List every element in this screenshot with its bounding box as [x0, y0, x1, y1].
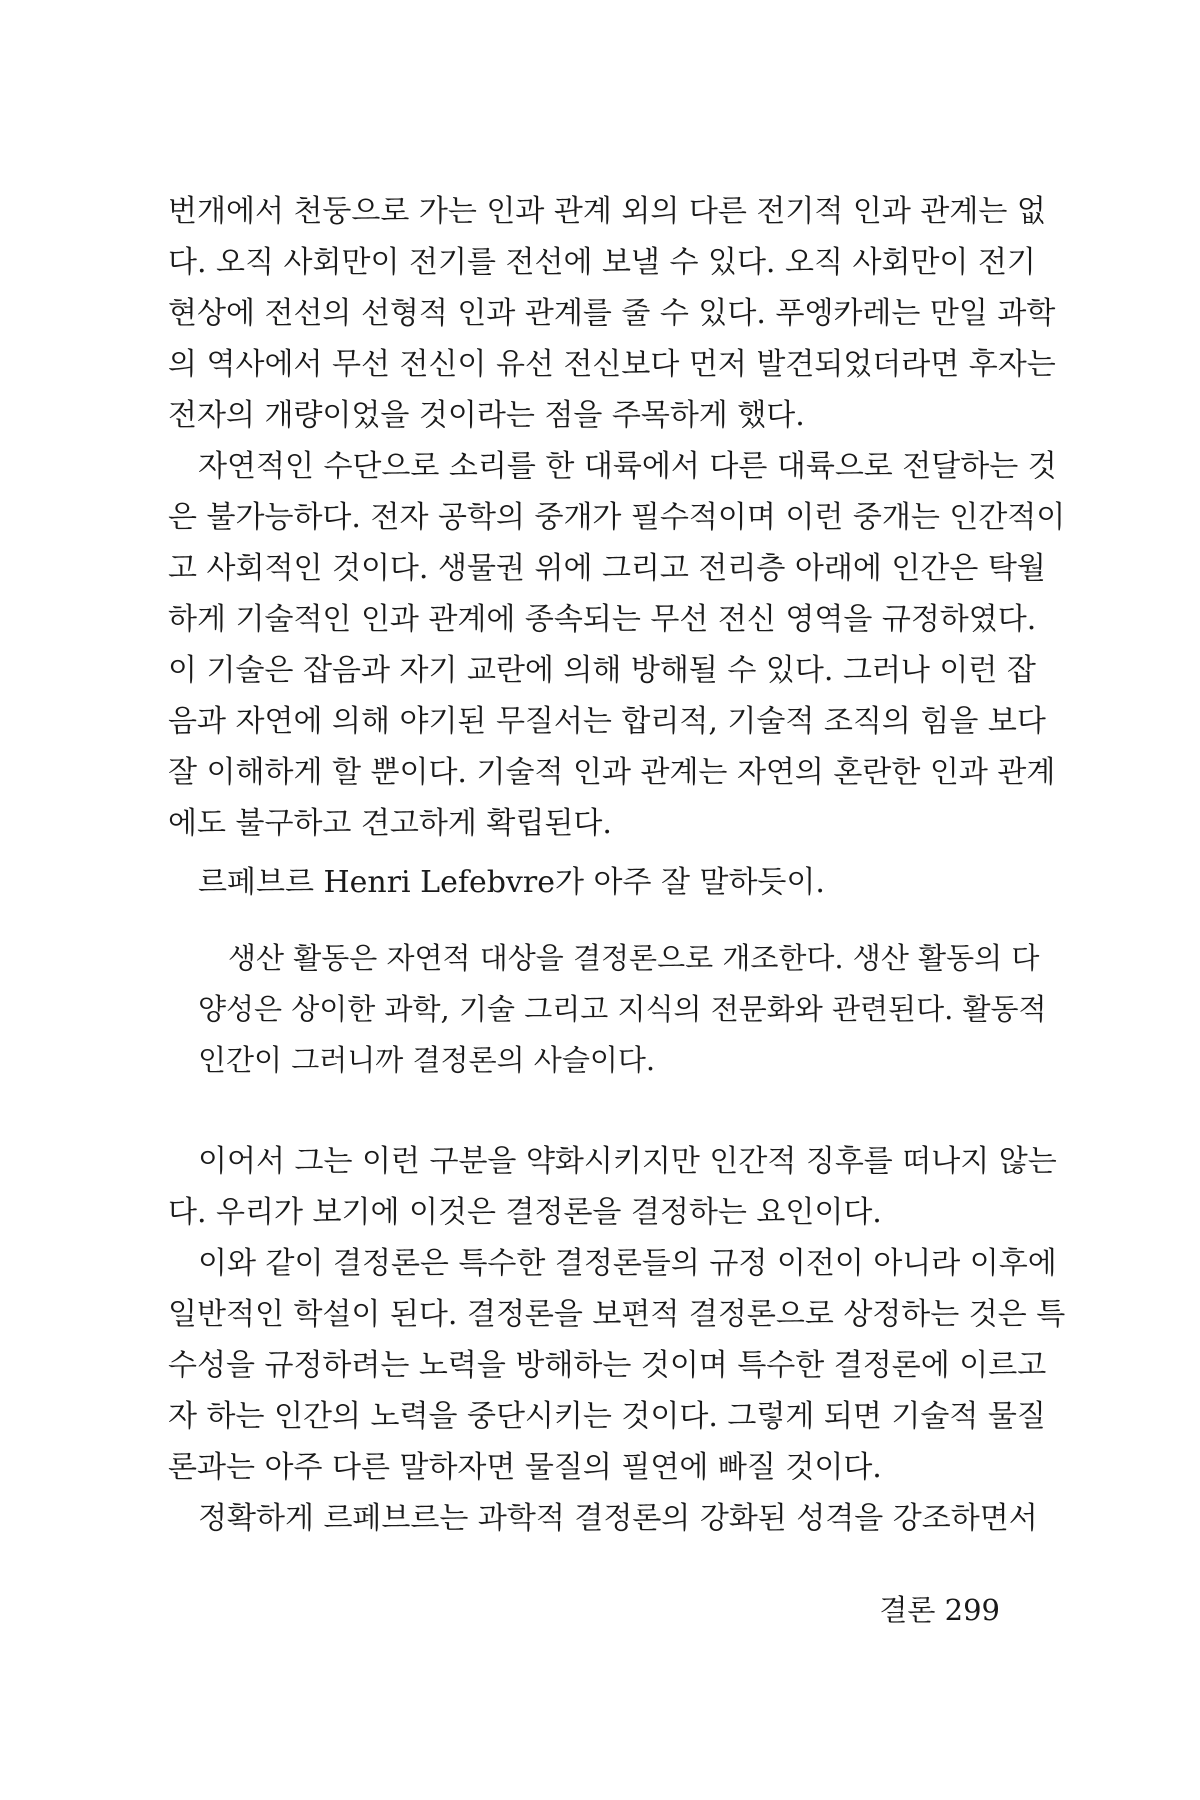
text-line: 이 기술은 잡음과 자기 교란에 의해 방해될 수 있다. 그러나 이런 잡	[168, 653, 1036, 688]
text-line: 현상에 전선의 선형적 인과 관계를 줄 수 있다. 푸엥카레는 만일 과학	[168, 296, 1056, 331]
text-line: 이어서 그는 이런 구분을 약화시키지만 인간적 징후를 떠나지 않는	[198, 1144, 1057, 1179]
quote-line: 생산 활동은 자연적 대상을 결정론으로 개조한다. 생산 활동의 다	[228, 941, 1040, 975]
main-text-block-2	[168, 1136, 1066, 1544]
text-line: 번개에서 천둥으로 가는 인과 관계 외의 다른 전기적 인과 관계는 없	[168, 194, 1046, 229]
text-line: 은 불가능하다. 전자 공학의 중개가 필수적이며 이런 중개는 인간적이	[168, 500, 1066, 535]
text-line: 하게 기술적인 인과 관계에 종속되는 무선 전신 영역을 규정하였다.	[168, 602, 1037, 637]
text-line: 잘 이해하게 할 뿐이다. 기술적 인과 관계는 자연의 혼란한 인과 관계	[168, 755, 1056, 790]
page-footer	[879, 1592, 1000, 1628]
text-line: 다. 우리가 보기에 이것은 결정론을 결정하는 요인이다.	[168, 1195, 882, 1230]
text-line: 에도 불구하고 견고하게 확립된다.	[168, 806, 612, 841]
quote-line: 양성은 상이한 과학, 기술 그리고 지식의 전문화와 관련된다. 활동적	[198, 992, 1047, 1026]
footer-section-title: 결론	[879, 1593, 936, 1627]
text-line: 정확하게 르페브르는 과학적 결정론의 강화된 성격을 강조하면서	[198, 1501, 1038, 1536]
text-line: 다. 오직 사회만이 전기를 전선에 보낼 수 있다. 오직 사회만이 전기	[168, 245, 1036, 280]
main-text-block-1	[168, 186, 1066, 908]
text-line: 론과는 아주 다른 말하자면 물질의 필연에 빠질 것이다.	[168, 1450, 882, 1485]
quote-line: 인간이 그러니까 결정론의 사슬이다.	[198, 1043, 656, 1077]
text-line: 의 역사에서 무선 전신이 유선 전신보다 먼저 발견되었더라면 후자는	[168, 347, 1056, 382]
text-line: 르페브르 Henri Lefebvre가 아주 잘 말하듯이.	[198, 865, 825, 900]
text-line: 이와 같이 결정론은 특수한 결정론들의 규정 이전이 아니라 이후에	[198, 1246, 1057, 1281]
text-line: 자 하는 인간의 노력을 중단시키는 것이다. 그렇게 되면 기술적 물질	[168, 1399, 1046, 1434]
text-line: 일반적인 학설이 된다. 결정론을 보편적 결정론으로 상정하는 것은 특	[168, 1297, 1066, 1332]
text-line: 고 사회적인 것이다. 생물권 위에 그리고 전리층 아래에 인간은 탁월	[168, 551, 1046, 586]
block-quote	[198, 933, 1047, 1086]
text-line: 음과 자연에 의해 야기된 무질서는 합리적, 기술적 조직의 힘을 보다	[168, 704, 1046, 739]
text-line: 수성을 규정하려는 노력을 방해하는 것이며 특수한 결정론에 이르고	[168, 1348, 1047, 1383]
text-line: 전자의 개량이었을 것이라는 점을 주목하게 했다.	[168, 398, 805, 433]
text-line: 자연적인 수단으로 소리를 한 대륙에서 다른 대륙으로 전달하는 것	[198, 449, 1057, 484]
page-number: 299	[944, 1593, 1000, 1627]
